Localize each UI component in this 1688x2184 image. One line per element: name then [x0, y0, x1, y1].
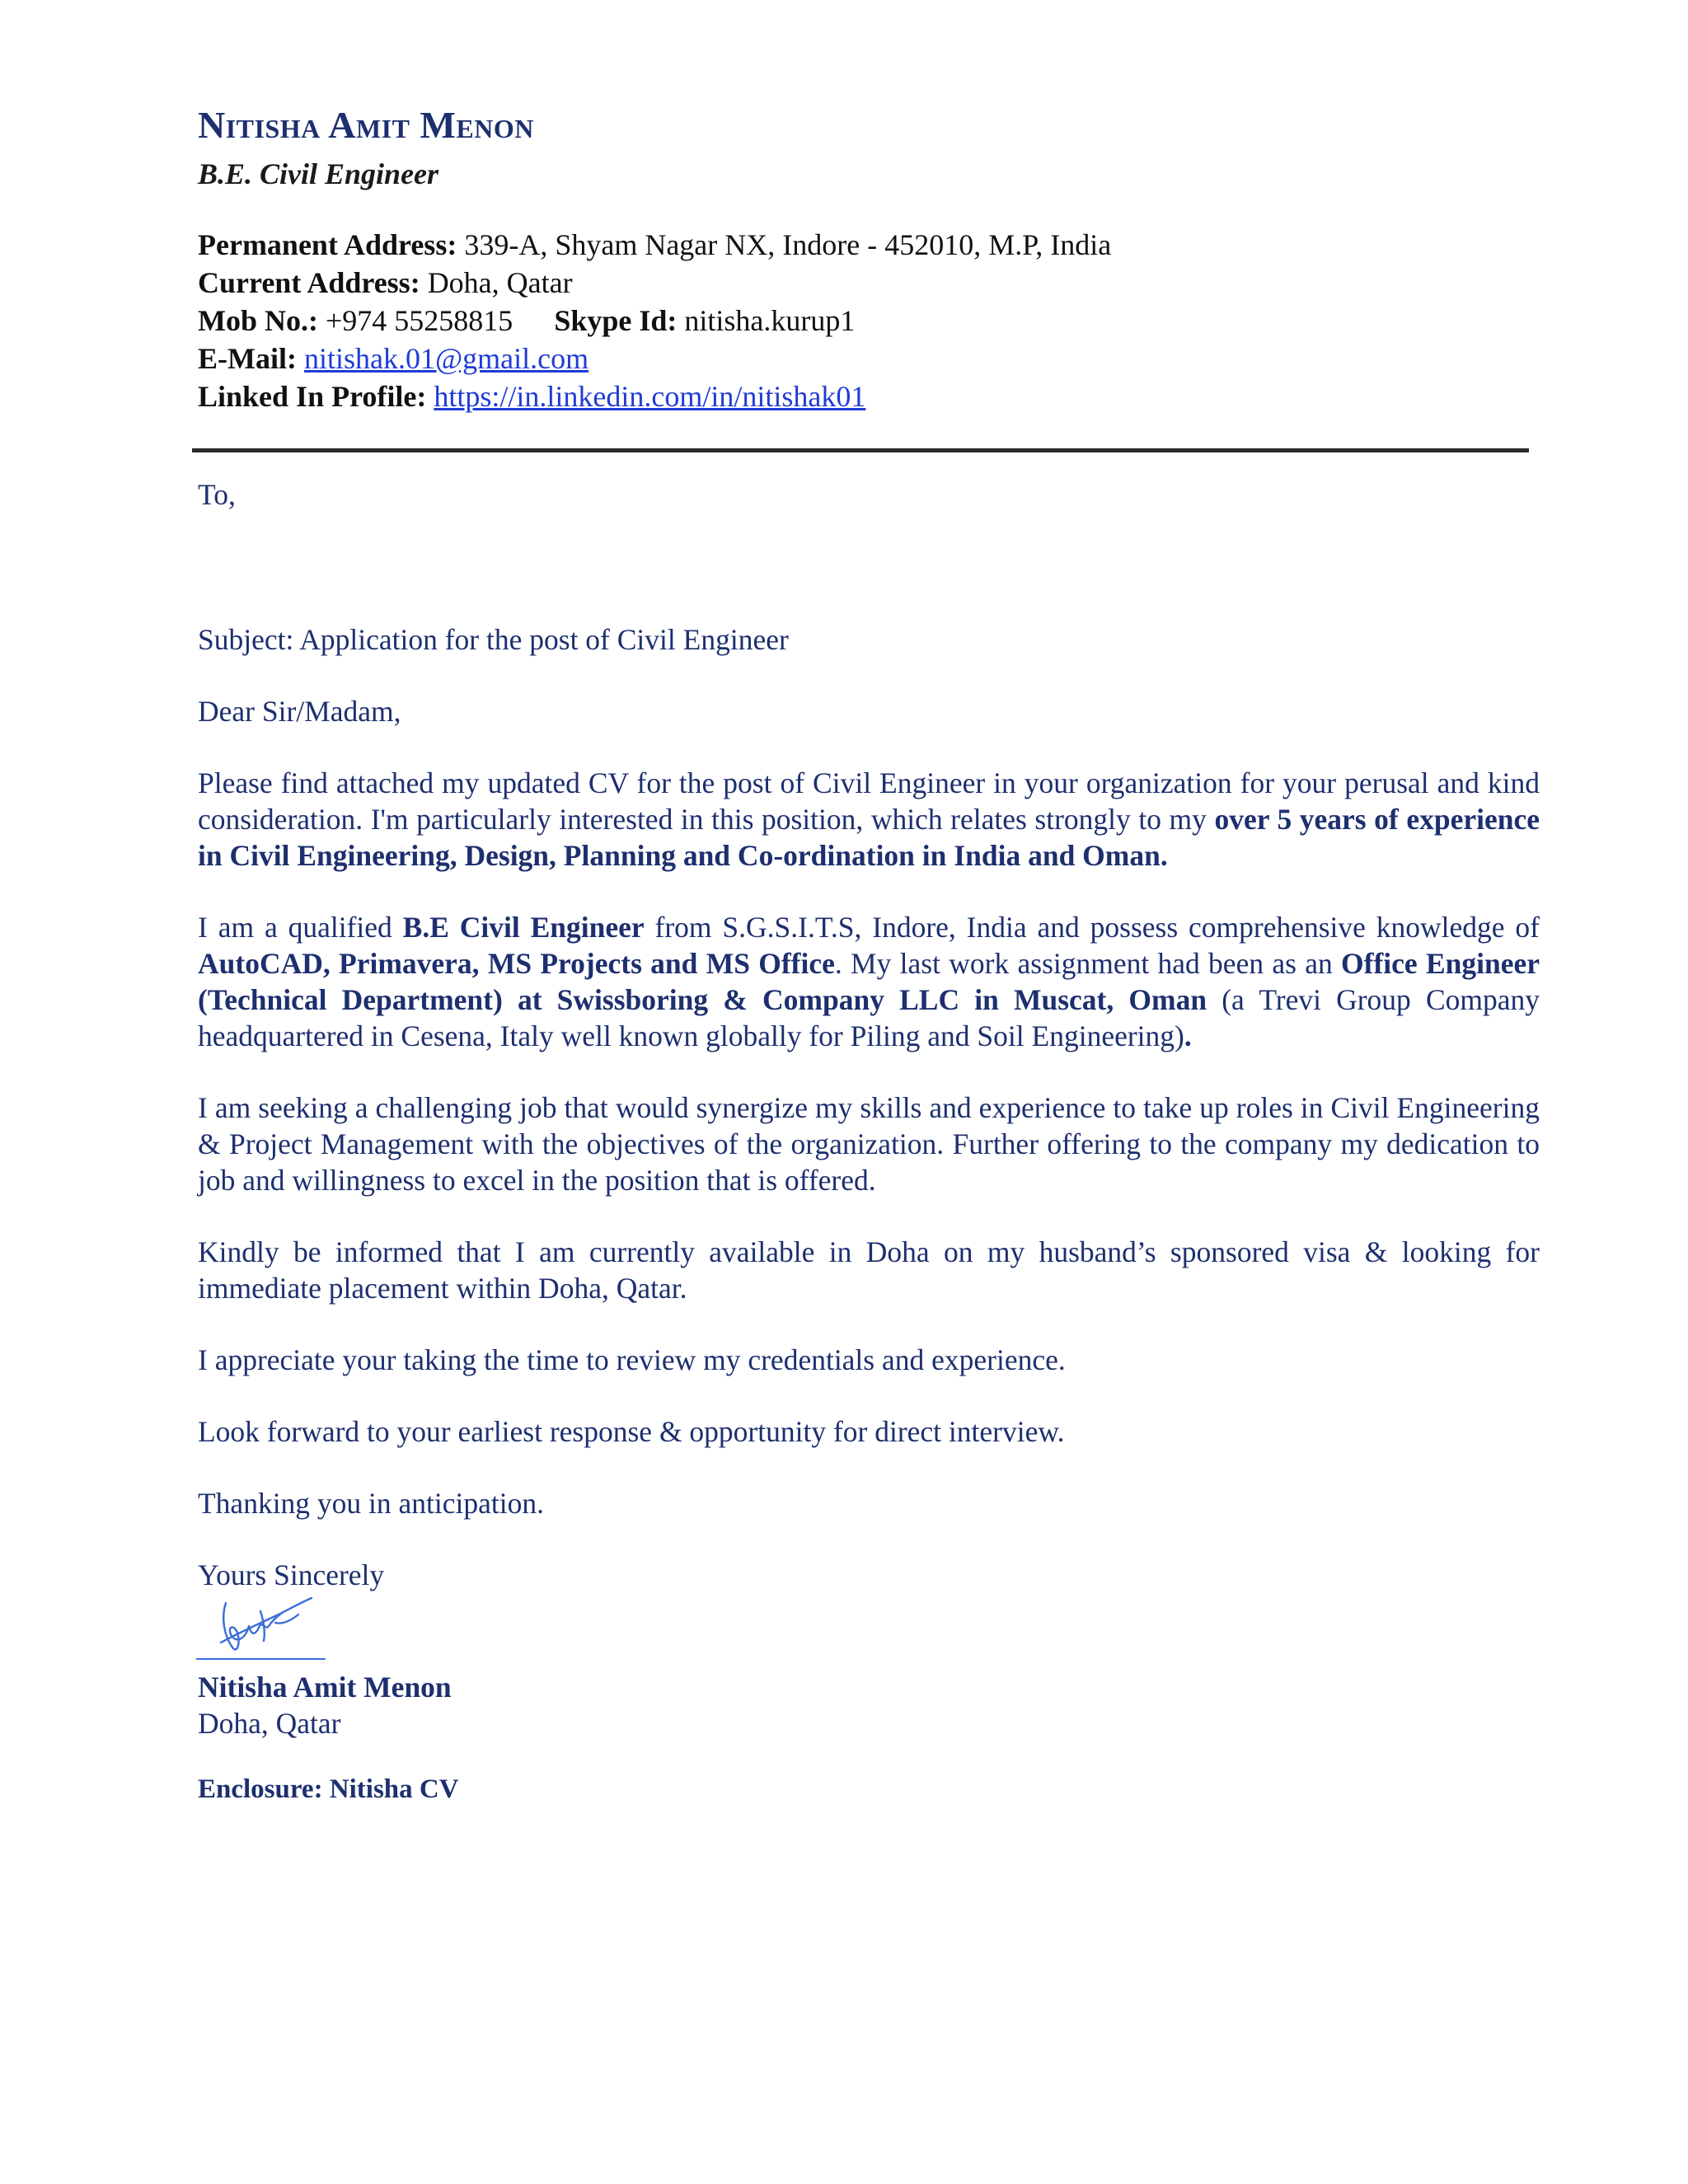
- paragraph-intro-emphasis: over 5 years of experience in Civil Engineering, Design, Planning and Co-ordination in India and Oman.: [198, 803, 1540, 872]
- letter-body: [198, 476, 1540, 1807]
- mobile-value: +974 55258815: [318, 304, 513, 337]
- contact-details: [198, 226, 1533, 415]
- skype-value: nitisha.kurup1: [677, 304, 856, 337]
- enclosure-note: Enclosure: Nitisha CV: [198, 1774, 459, 1804]
- permanent-address-value: 339-A, Shyam Nagar NX, Indore - 452010, M.P, India: [457, 228, 1112, 261]
- permanent-address-row: [198, 226, 1533, 264]
- linkedin-link[interactable]: https://in.linkedin.com/in/nitishak01: [434, 380, 866, 413]
- paragraph-thanks: Thanking you in anticipation.: [198, 1487, 545, 1520]
- linkedin-label: Linked In Profile:: [198, 380, 427, 413]
- p2-last-role: Office Engineer (Technical Department) at Swissboring & Company LLC in Muscat, Oman: [198, 947, 1540, 1016]
- current-address-value: Doha, Qatar: [420, 266, 573, 299]
- p2-text-e: . My last work assignment had been as an: [834, 947, 1342, 980]
- p2-text-g: (a Trevi Group Company headquartered in Cesena, Italy well known globally for Piling and Soil Engineering): [198, 983, 1540, 1052]
- recipient-line: To,: [198, 478, 236, 511]
- letterhead: [198, 97, 1533, 415]
- paragraph-availability: Kindly be informed that I am currently available in Doha on my husband’s sponsored visa & looking for immediate placement within Doha, Qatar.: [198, 1235, 1540, 1305]
- header-divider: [192, 448, 1529, 452]
- signatory-name: Nitisha Amit Menon: [198, 1671, 452, 1704]
- paragraph-objective: I am seeking a challenging job that would synergize my skills and experience to take up roles in Civil Engineering & Project Management with the objectives of the organization. Further offering to the company my dedication to job and willingness to excel in the position that is offered.: [198, 1091, 1540, 1197]
- p2-software: AutoCAD, Primavera, MS Projects and MS Office: [198, 947, 835, 980]
- p2-text-a: I am a qualified: [198, 911, 403, 944]
- paragraph-interview: Look forward to your earliest response & opportunity for direct interview.: [198, 1415, 1065, 1448]
- current-address-row: [198, 264, 1533, 302]
- paragraph-intro-text: Please find attached my updated CV for the post of Civil Engineer in your organization for your perusal and kind consideration. I'm particularly interested in this position, which relates strongly to my: [198, 766, 1540, 836]
- signatory-location: Doha, Qatar: [198, 1707, 341, 1740]
- email-label: E-Mail:: [198, 342, 297, 375]
- phone-skype-row: [198, 302, 1533, 340]
- permanent-address-label: Permanent Address:: [198, 228, 457, 261]
- email-link[interactable]: nitishak.01@gmail.com: [303, 342, 589, 375]
- p2-text-c: from S.G.S.I.T.S, Indore, India and possess comprehensive knowledge of: [644, 911, 1540, 944]
- paragraph-appreciation: I appreciate your taking the time to review my credentials and experience.: [198, 1343, 1066, 1376]
- mobile-label: Mob No.:: [198, 304, 318, 337]
- applicant-name: Nitisha Amit Menon: [198, 104, 534, 146]
- email-row: [198, 340, 1533, 377]
- p2-degree: B.E Civil Engineer: [402, 911, 645, 944]
- paragraph-intro: [198, 765, 1540, 874]
- salutation: Dear Sir/Madam,: [198, 695, 401, 728]
- subject-line: Subject: Application for the post of Civil Engineer: [198, 623, 789, 656]
- linkedin-row: [198, 377, 1533, 415]
- paragraph-qualifications: [198, 909, 1540, 1054]
- skype-label: Skype Id:: [554, 304, 678, 337]
- current-address-label: Current Address:: [198, 266, 420, 299]
- p2-period: .: [1184, 1019, 1192, 1052]
- signature-image: [196, 1593, 336, 1664]
- closing: Yours Sincerely: [198, 1558, 385, 1591]
- qualification: B.E. Civil Engineer: [198, 157, 439, 190]
